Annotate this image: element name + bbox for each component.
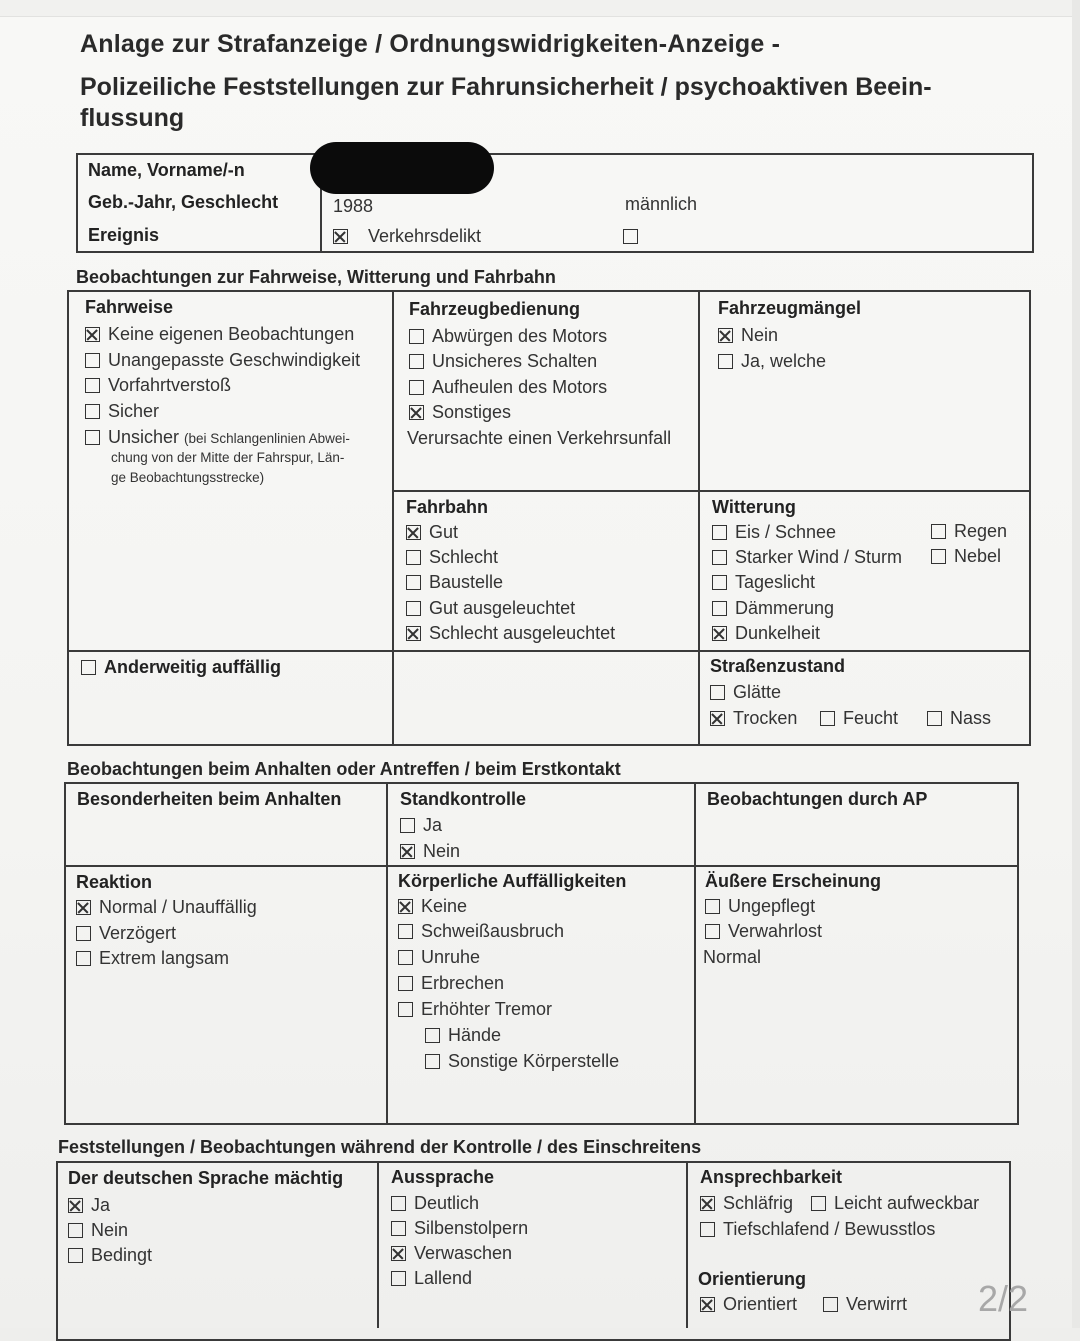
ansprechbarkeit-schlaefrig[interactable]: Schläfrig xyxy=(700,1193,793,1214)
checkbox-checked[interactable] xyxy=(700,1297,715,1312)
standkontrolle-title: Standkontrolle xyxy=(400,789,527,809)
checkbox[interactable] xyxy=(823,1297,838,1312)
standkontrolle-item[interactable]: Nein xyxy=(400,841,460,862)
checkbox[interactable] xyxy=(409,329,424,344)
erscheinung-title: Äußere Erscheinung xyxy=(705,871,882,891)
koerper-sub-item[interactable]: Hände xyxy=(425,1025,501,1046)
checkbox[interactable] xyxy=(81,660,96,675)
koerper-item[interactable]: Schweißausbruch xyxy=(398,921,564,942)
witterung-title: Witterung xyxy=(712,497,796,517)
checkbox[interactable] xyxy=(68,1248,83,1263)
fahrzeugbedienung-note: Verursachte einen Verkehrsunfall xyxy=(407,428,672,448)
fahrzeugmaengel-title: Fahrzeugmängel xyxy=(718,298,862,318)
orientierung-orientiert[interactable]: Orientiert xyxy=(700,1294,797,1315)
checkbox-checked[interactable] xyxy=(406,626,421,641)
erscheinung-item[interactable]: Verwahrlost xyxy=(705,921,822,942)
sprache-item[interactable]: Ja xyxy=(68,1195,110,1216)
fahrweise-item[interactable]: Unangepasste Geschwindigkeit xyxy=(85,350,360,371)
checkbox[interactable] xyxy=(623,229,638,244)
checkbox[interactable] xyxy=(406,575,421,590)
event-other[interactable] xyxy=(623,226,646,247)
checkbox-checked[interactable] xyxy=(333,229,348,244)
strassenzustand-glaette[interactable]: Glätte xyxy=(710,682,781,703)
checkbox[interactable] xyxy=(398,924,413,939)
checkbox[interactable] xyxy=(400,818,415,833)
erscheinung-note: Normal xyxy=(703,947,762,967)
checkbox-checked[interactable] xyxy=(710,711,725,726)
reaktion-item[interactable]: Verzögert xyxy=(76,923,176,944)
standkontrolle-item[interactable]: Ja xyxy=(400,815,442,836)
ansprechbarkeit-leicht[interactable]: Leicht aufweckbar xyxy=(811,1193,979,1214)
unsicher-note: ge Beobachtungsstrecke) xyxy=(111,470,265,485)
checkbox[interactable] xyxy=(712,550,727,565)
s2-hline xyxy=(65,865,1018,867)
fahrbahn-item[interactable]: Schlecht xyxy=(406,547,498,568)
sprache-item[interactable]: Nein xyxy=(68,1220,128,1241)
koerper-sub-item[interactable]: Sonstige Körperstelle xyxy=(425,1051,619,1072)
witterung-regen[interactable]: Regen xyxy=(931,521,1007,542)
koerper-title: Körperliche Auffälligkeiten xyxy=(398,871,627,891)
fahrbahn-item[interactable]: Gut ausgeleuchtet xyxy=(406,598,575,619)
s3-divider-1 xyxy=(377,1161,379,1328)
s3-divider-2 xyxy=(686,1161,688,1328)
checkbox-checked[interactable] xyxy=(712,626,727,641)
birth-label: Geb.-Jahr, Geschlecht xyxy=(88,192,279,212)
checkbox[interactable] xyxy=(76,951,91,966)
checkbox[interactable] xyxy=(927,711,942,726)
page-edge xyxy=(1072,0,1080,1328)
aussprache-title: Aussprache xyxy=(391,1167,495,1187)
gender: männlich xyxy=(625,194,698,214)
strassenzustand-nass[interactable]: Nass xyxy=(927,708,991,729)
s1-hline-2 xyxy=(68,650,1030,652)
checkbox-checked[interactable] xyxy=(391,1246,406,1261)
fahrbahn-item[interactable]: Schlecht ausgeleuchtet xyxy=(406,623,615,644)
event-label: Ereignis xyxy=(88,225,160,245)
erscheinung-item[interactable]: Ungepflegt xyxy=(705,896,815,917)
checkbox[interactable] xyxy=(931,524,946,539)
witterung-item[interactable]: Starker Wind / Sturm xyxy=(712,547,902,568)
page-indicator: 2/2 xyxy=(978,1278,1029,1319)
checkbox[interactable] xyxy=(705,924,720,939)
aussprache-item[interactable]: Verwaschen xyxy=(391,1243,512,1264)
checkbox[interactable] xyxy=(710,685,725,700)
checkbox-checked[interactable] xyxy=(718,328,733,343)
checkbox[interactable] xyxy=(409,380,424,395)
strassenzustand-trocken[interactable]: Trocken xyxy=(710,708,797,729)
section2-heading: Beobachtungen beim Anhalten oder Antreffen / beim Erstkontakt xyxy=(67,759,621,779)
ap-title: Beobachtungen durch AP xyxy=(707,789,928,809)
checkbox-checked[interactable] xyxy=(700,1196,715,1211)
checkbox[interactable] xyxy=(931,549,946,564)
fahrzeugmaengel-item[interactable]: Ja, welche xyxy=(718,351,826,372)
checkbox[interactable] xyxy=(820,711,835,726)
witterung-nebel[interactable]: Nebel xyxy=(931,546,1001,567)
unsicher-note: chung von der Mitte der Fahrspur, Län- xyxy=(111,450,345,465)
checkbox[interactable] xyxy=(712,525,727,540)
top-bar xyxy=(0,0,1080,17)
fahrzeugbedienung-item[interactable]: Abwürgen des Motors xyxy=(409,326,607,347)
checkbox[interactable] xyxy=(406,550,421,565)
checkbox[interactable] xyxy=(406,601,421,616)
checkbox[interactable] xyxy=(425,1028,440,1043)
reaktion-item[interactable]: Extrem langsam xyxy=(76,948,229,969)
s1-divider-2 xyxy=(698,290,700,746)
checkbox-checked[interactable] xyxy=(398,899,413,914)
checkbox-checked[interactable] xyxy=(85,327,100,342)
checkbox[interactable] xyxy=(425,1054,440,1069)
personal-divider xyxy=(320,186,322,252)
checkbox[interactable] xyxy=(85,378,100,393)
checkbox-checked[interactable] xyxy=(409,405,424,420)
fahrweise-item[interactable]: Sicher xyxy=(85,401,159,422)
checkbox[interactable] xyxy=(705,899,720,914)
fahrweise-title: Fahrweise xyxy=(85,297,174,317)
fahrbahn-title: Fahrbahn xyxy=(406,497,489,517)
checkbox[interactable] xyxy=(85,430,100,445)
fahrzeugmaengel-item[interactable]: Nein xyxy=(718,325,778,346)
checkbox[interactable] xyxy=(398,950,413,965)
checkbox[interactable] xyxy=(712,575,727,590)
redacted-name xyxy=(310,142,494,194)
witterung-item[interactable]: Dunkelheit xyxy=(712,623,820,644)
name-label: Name, Vorname/-n xyxy=(88,160,245,180)
form-title-line2: Polizeiliche Feststellungen zur Fahrunsicherheit / psychoaktiven Beein-flussung xyxy=(80,73,932,132)
checkbox[interactable] xyxy=(85,353,100,368)
checkbox[interactable] xyxy=(409,354,424,369)
witterung-item[interactable]: Eis / Schnee xyxy=(712,522,836,543)
checkbox[interactable] xyxy=(712,601,727,616)
checkbox[interactable] xyxy=(391,1196,406,1211)
fahrzeugbedienung-item[interactable]: Aufheulen des Motors xyxy=(409,377,607,398)
checkbox[interactable] xyxy=(391,1221,406,1236)
reaktion-item[interactable]: Normal / Unauffällig xyxy=(76,897,257,918)
checkbox[interactable] xyxy=(398,976,413,991)
checkbox[interactable] xyxy=(811,1196,826,1211)
fahrzeugbedienung-title: Fahrzeugbedienung xyxy=(409,299,580,319)
reaktion-title: Reaktion xyxy=(76,872,153,892)
checkbox[interactable] xyxy=(700,1222,715,1237)
witterung-item[interactable]: Tageslicht xyxy=(712,572,815,593)
fahrweise-item[interactable]: Unsicher (bei Schlangenlinien Abwei- xyxy=(85,427,350,448)
koerper-item[interactable]: Erbrechen xyxy=(398,973,504,994)
witterung-item[interactable]: Dämmerung xyxy=(712,598,834,619)
anderweitig-auffaellig[interactable]: Anderweitig auffällig xyxy=(81,657,281,678)
s2-divider-1 xyxy=(386,782,388,1125)
fahrweise-item[interactable]: Vorfahrtverstoß xyxy=(85,375,231,396)
fahrweise-item[interactable]: Keine eigenen Beobachtungen xyxy=(85,324,354,345)
s1-hline-1 xyxy=(393,490,1030,492)
strassenzustand-feucht[interactable]: Feucht xyxy=(820,708,898,729)
fahrzeugbedienung-item[interactable]: Unsicheres Schalten xyxy=(409,351,597,372)
checkbox-checked[interactable] xyxy=(406,525,421,540)
aussprache-item[interactable]: Lallend xyxy=(391,1268,472,1289)
koerper-item[interactable]: Erhöhter Tremor xyxy=(398,999,552,1020)
ansprechbarkeit-tiefschlafend[interactable]: Tiefschlafend / Bewusstlos xyxy=(700,1219,935,1240)
fahrzeugbedienung-item[interactable]: Sonstiges xyxy=(409,402,511,423)
checkbox[interactable] xyxy=(391,1271,406,1286)
orientierung-title: Orientierung xyxy=(698,1269,807,1289)
birth-year: 1988 xyxy=(333,196,374,216)
section1-heading: Beobachtungen zur Fahrweise, Witterung und Fahrbahn xyxy=(76,267,556,287)
section3-heading: Feststellungen / Beobachtungen während der Kontrolle / des Einschreitens xyxy=(58,1137,702,1157)
fahrbahn-item[interactable]: Baustelle xyxy=(406,572,503,593)
s2-divider-2 xyxy=(694,782,696,1125)
aussprache-item[interactable]: Silbenstolpern xyxy=(391,1218,528,1239)
besonderheiten-title: Besonderheiten beim Anhalten xyxy=(77,789,342,809)
checkbox[interactable] xyxy=(718,354,733,369)
checkbox-checked[interactable] xyxy=(400,844,415,859)
checkbox[interactable] xyxy=(398,1002,413,1017)
sprache-title: Der deutschen Sprache mächtig xyxy=(68,1168,344,1188)
koerper-item[interactable]: Keine xyxy=(398,896,467,917)
strassenzustand-title: Straßenzustand xyxy=(710,656,846,676)
s1-divider-1 xyxy=(392,290,394,746)
checkbox-checked[interactable] xyxy=(76,900,91,915)
checkbox[interactable] xyxy=(76,926,91,941)
checkbox[interactable] xyxy=(85,404,100,419)
event-option[interactable]: Verkehrsdelikt xyxy=(333,226,481,247)
form-title-line1: Anlage zur Strafanzeige / Ordnungswidrigkeiten-Anzeige - xyxy=(80,30,781,58)
fahrbahn-item[interactable]: Gut xyxy=(406,522,458,543)
koerper-item[interactable]: Unruhe xyxy=(398,947,480,968)
sprache-item[interactable]: Bedingt xyxy=(68,1245,152,1266)
orientierung-verwirrt[interactable]: Verwirrt xyxy=(823,1294,907,1315)
checkbox-checked[interactable] xyxy=(68,1198,83,1213)
checkbox[interactable] xyxy=(68,1223,83,1238)
ansprechbarkeit-title: Ansprechbarkeit xyxy=(700,1167,843,1187)
aussprache-item[interactable]: Deutlich xyxy=(391,1193,479,1214)
